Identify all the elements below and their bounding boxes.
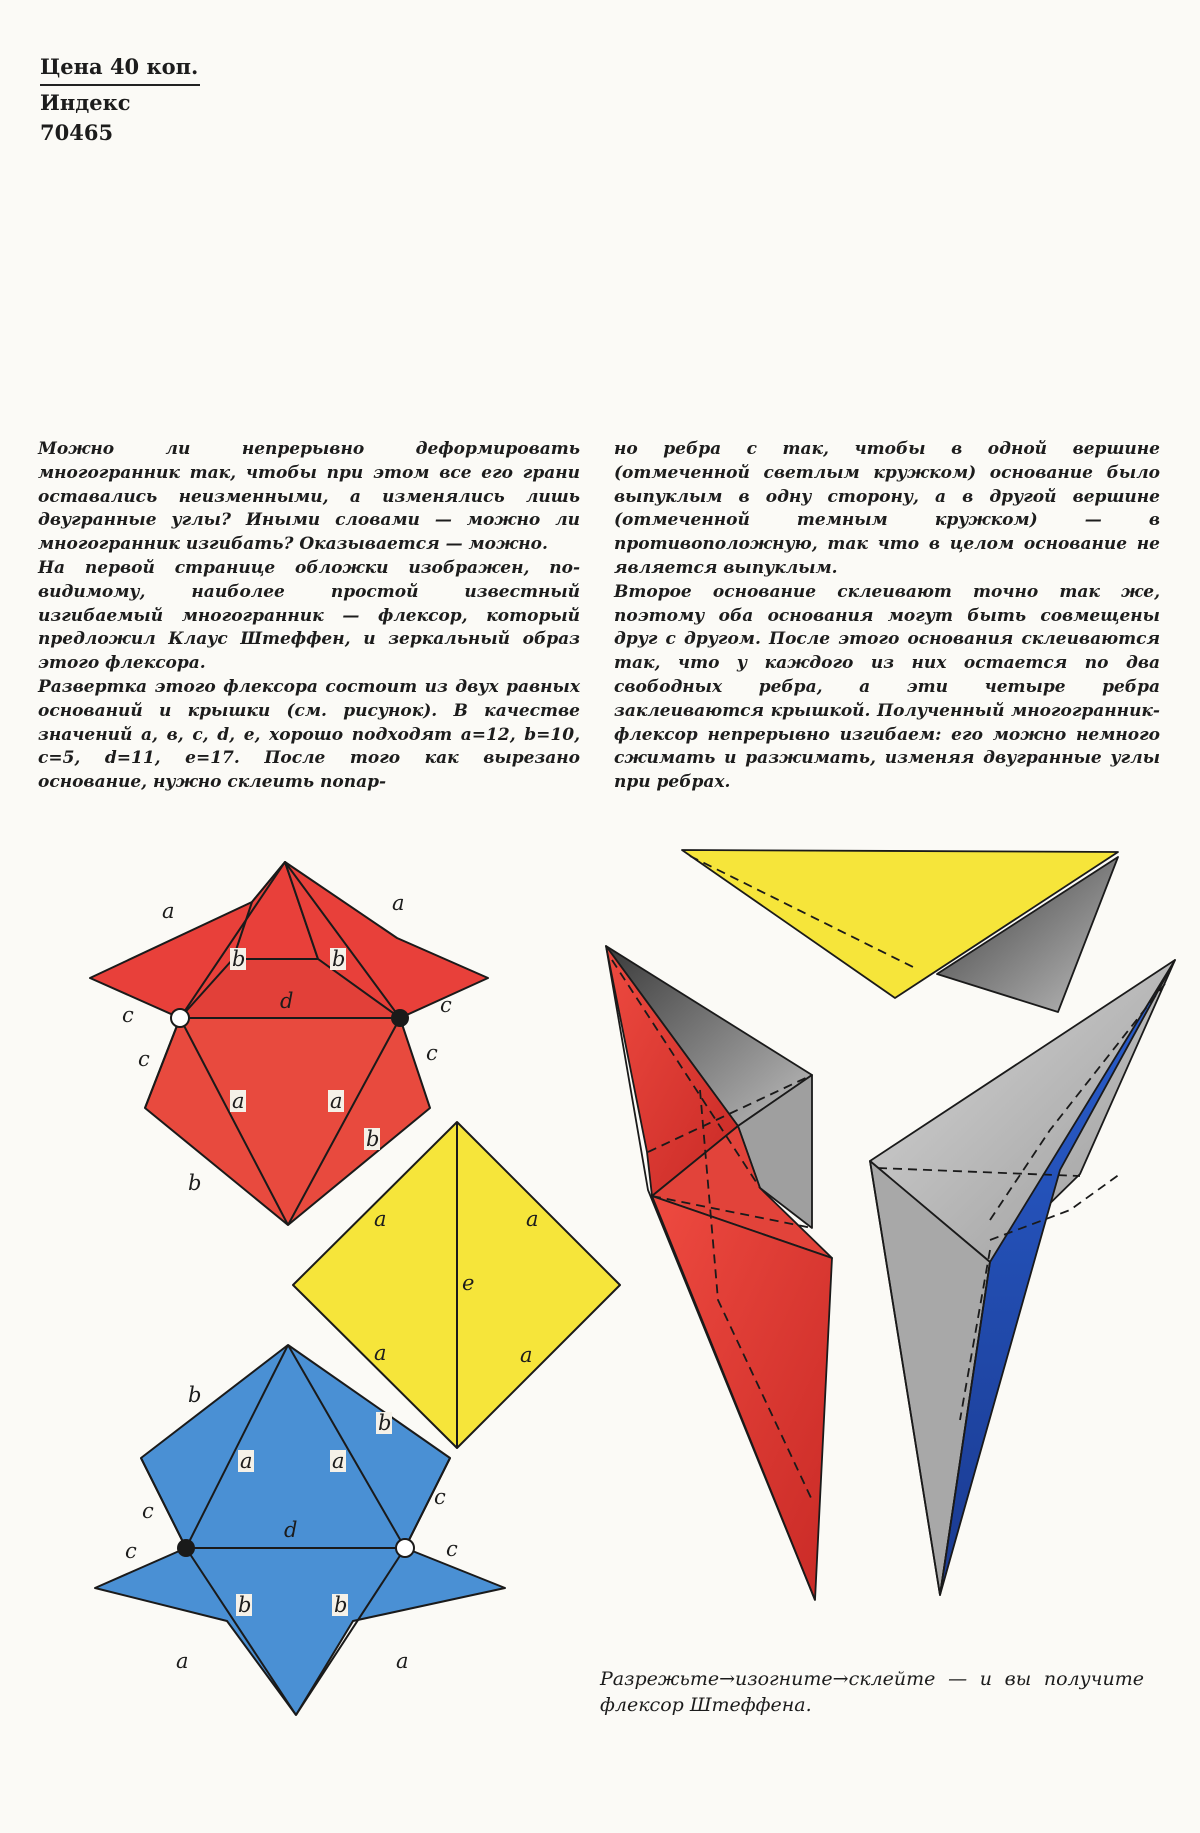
blue-base-3d <box>870 960 1175 1595</box>
label-c: c <box>122 1003 134 1027</box>
price-label: Цена 40 коп. <box>40 54 199 79</box>
dark-vertex-marker <box>177 1539 195 1557</box>
label-a: a <box>176 1649 189 1673</box>
label-b: b <box>188 1383 202 1407</box>
label-a: a <box>374 1207 387 1231</box>
light-vertex-marker <box>396 1539 414 1557</box>
dark-vertex-marker <box>391 1009 409 1027</box>
label-a: a <box>520 1343 533 1367</box>
label-c: c <box>125 1539 137 1563</box>
label-a: a <box>526 1207 539 1231</box>
label-a: a <box>392 891 405 915</box>
label-a: a <box>330 1089 343 1113</box>
label-a: a <box>396 1649 409 1673</box>
label-a: a <box>374 1341 387 1365</box>
label-b: b <box>238 1593 252 1617</box>
label-c: c <box>138 1047 150 1071</box>
figure-caption: Разрежьте→изогните→склейте — и вы получите флексор Штеффена. <box>600 1668 1144 1716</box>
label-d: d <box>280 989 294 1013</box>
label-c: c <box>426 1041 438 1065</box>
label-a: a <box>162 899 175 923</box>
paragraph: но ребра с так, чтобы в одной вершине (отмеченной светлым кружком) основание было выпуклым в одну сторону, а в другой вершине (отмеченной темным кружком) — в противоположную, так что в целом основание не является выпуклым. <box>614 439 1160 578</box>
label-c: c <box>446 1537 458 1561</box>
label-d: d <box>284 1518 298 1542</box>
label-b: b <box>334 1593 348 1617</box>
label-a: a <box>240 1449 253 1473</box>
paragraph: Развертка этого флексора состоит из двух равных оснований и крышки (см. рисунок). В качестве значений a, в, c, d, e, хорошо подходят a=12, b=10, c=5, d=11, e=17. После того как вырезано основание, нужно склеить попар- <box>38 676 580 793</box>
label-a: a <box>332 1449 345 1473</box>
paragraph: Второе основание склеивают точно так же, поэтому оба основания могут быть совмещены друг с другом. После этого основания склеиваются так, что у каждого из них остается по два свободных ребра, а эти четыре ребра заклеиваются крышкой. Полученный многогранник-флексор непрерывно изгибаем: его можно немного сжимать и разжимать, изменяя двугранные углы при ребрах. <box>614 581 1160 793</box>
yellow-lid-3d <box>682 850 1118 1012</box>
label-b: b <box>378 1411 392 1435</box>
index-label: Индекс 70465 <box>40 90 131 145</box>
label-b: b <box>232 947 246 971</box>
label-c: c <box>434 1485 446 1509</box>
label-b: b <box>366 1127 380 1151</box>
light-vertex-marker <box>171 1009 189 1027</box>
label-a: a <box>232 1089 245 1113</box>
label-c: c <box>142 1499 154 1523</box>
paragraph: На первой странице обложки изображен, по-видимому, наиболее простой известный изгибаемый многогранник — флексор, который предложил Клаус Штеффен, и зеркальный образ этого флексора. <box>38 557 580 674</box>
red-base-3d <box>606 946 832 1600</box>
label-e: e <box>462 1271 475 1295</box>
label-b: b <box>188 1171 202 1195</box>
label-c: c <box>440 993 452 1017</box>
paragraph: Можно ли непрерывно деформировать многогранник так, чтобы при этом все его грани оставались неизменными, а изменялись лишь двугранные углы? Иными словами — можно ли многогранник изгибать? Оказывается — можно. <box>38 439 580 555</box>
label-b: b <box>332 947 346 971</box>
